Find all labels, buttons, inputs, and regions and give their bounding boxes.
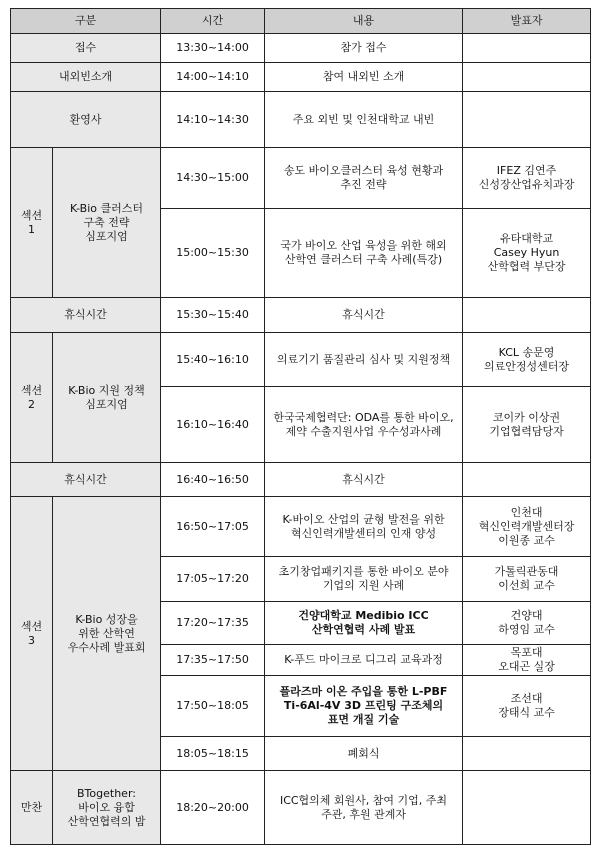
- row-content: 송도 바이오클러스터 육성 현황과 추진 전략: [265, 148, 463, 209]
- row-presenter: 유타대학교 Casey Hyun 산학협력 부단장: [463, 209, 591, 298]
- row-presenter: [463, 34, 591, 63]
- row-content: 건양대학교 Medibio ICC 산학연협력 사례 발표: [265, 602, 463, 645]
- table-row: [11, 63, 591, 92]
- row-time: 16:50~17:05: [161, 497, 265, 557]
- row-content: 주요 외빈 및 인천대학교 내빈: [265, 92, 463, 148]
- header-row: [11, 9, 591, 34]
- row-content: 플라즈마 이온 주입을 통한 L-PBF Ti-6Al-4V 3D 프린팅 구조체의 표면 개질 기술: [265, 676, 463, 737]
- header-presenter: 발표자: [463, 9, 591, 34]
- session-title: K-Bio 성장을 위한 산학연 우수사례 발표회: [53, 497, 161, 771]
- row-time: 17:05~17:20: [161, 557, 265, 602]
- table-row: [11, 92, 591, 148]
- row-presenter: 코이카 이상권 기업협력담당자: [463, 387, 591, 463]
- row-label: 내외빈소개: [11, 63, 161, 92]
- row-label: 휴식시간: [11, 463, 161, 497]
- row-presenter: 가톨릭관동대 이선희 교수: [463, 557, 591, 602]
- row-time: 16:40~16:50: [161, 463, 265, 497]
- row-time: 13:30~14:00: [161, 34, 265, 63]
- table-row: [11, 148, 591, 209]
- schedule-table: [10, 8, 591, 845]
- row-presenter: [463, 298, 591, 333]
- row-content: 휴식시간: [265, 298, 463, 333]
- dinner-title: BTogether: 바이오 융합 산학연협력의 밤: [53, 771, 161, 845]
- table-row: [11, 298, 591, 333]
- row-time: 14:00~14:10: [161, 63, 265, 92]
- row-content: 참가 접수: [265, 34, 463, 63]
- row-presenter: 인천대 혁신인력개발센터장 이원종 교수: [463, 497, 591, 557]
- row-label: 환영사: [11, 92, 161, 148]
- table-row: [11, 463, 591, 497]
- header-category: 구분: [11, 9, 161, 34]
- row-time: 15:30~15:40: [161, 298, 265, 333]
- row-content: K-푸드 마이크로 디그리 교육과정: [265, 645, 463, 676]
- session-label: 섹션 3: [11, 497, 53, 771]
- row-time: 14:30~15:00: [161, 148, 265, 209]
- table-row: [11, 497, 591, 557]
- row-presenter: 조선대 장태식 교수: [463, 676, 591, 737]
- row-presenter: [463, 463, 591, 497]
- row-time: 14:10~14:30: [161, 92, 265, 148]
- row-presenter: [463, 737, 591, 771]
- dinner-label: 만찬: [11, 771, 53, 845]
- row-content: 국가 바이오 산업 육성을 위한 해외 산학연 클러스터 구축 사례(특강): [265, 209, 463, 298]
- row-presenter: [463, 92, 591, 148]
- table-row: [11, 34, 591, 63]
- row-content: 초기창업패키지를 통한 바이오 분야 기업의 지원 사례: [265, 557, 463, 602]
- session-label: 섹션 1: [11, 148, 53, 298]
- row-content: K-바이오 산업의 균형 발전을 위한 혁신인력개발센터의 인재 양성: [265, 497, 463, 557]
- row-presenter: [463, 771, 591, 845]
- row-time: 17:20~17:35: [161, 602, 265, 645]
- row-time: 18:05~18:15: [161, 737, 265, 771]
- row-presenter: [463, 63, 591, 92]
- row-content: ICC협의체 회원사, 참여 기업, 주최 주관, 후원 관계자: [265, 771, 463, 845]
- row-content: 폐회식: [265, 737, 463, 771]
- row-presenter: 건양대 하영임 교수: [463, 602, 591, 645]
- session-label: 섹션 2: [11, 333, 53, 463]
- row-time: 17:35~17:50: [161, 645, 265, 676]
- row-time: 15:00~15:30: [161, 209, 265, 298]
- row-presenter: 목포대 오대곤 실장: [463, 645, 591, 676]
- session-title: K-Bio 지원 정책 심포지엄: [53, 333, 161, 463]
- row-time: 16:10~16:40: [161, 387, 265, 463]
- row-presenter: KCL 송문영 의료안정성센터장: [463, 333, 591, 387]
- row-content: 참여 내외빈 소개: [265, 63, 463, 92]
- row-presenter: IFEZ 김연주 신성장산업유치과장: [463, 148, 591, 209]
- table-row: [11, 771, 591, 845]
- table-row: [11, 333, 591, 387]
- header-time: 시간: [161, 9, 265, 34]
- row-time: 15:40~16:10: [161, 333, 265, 387]
- row-content: 의료기기 품질관리 심사 및 지원정책: [265, 333, 463, 387]
- row-time: 18:20~20:00: [161, 771, 265, 845]
- row-label: 접수: [11, 34, 161, 63]
- row-time: 17:50~18:05: [161, 676, 265, 737]
- session-title: K-Bio 클러스터 구축 전략 심포지엄: [53, 148, 161, 298]
- header-content: 내용: [265, 9, 463, 34]
- row-content: 한국국제협력단: ODA를 통한 바이오, 제약 수출지원사업 우수성과사례: [265, 387, 463, 463]
- row-content: 휴식시간: [265, 463, 463, 497]
- row-label: 휴식시간: [11, 298, 161, 333]
